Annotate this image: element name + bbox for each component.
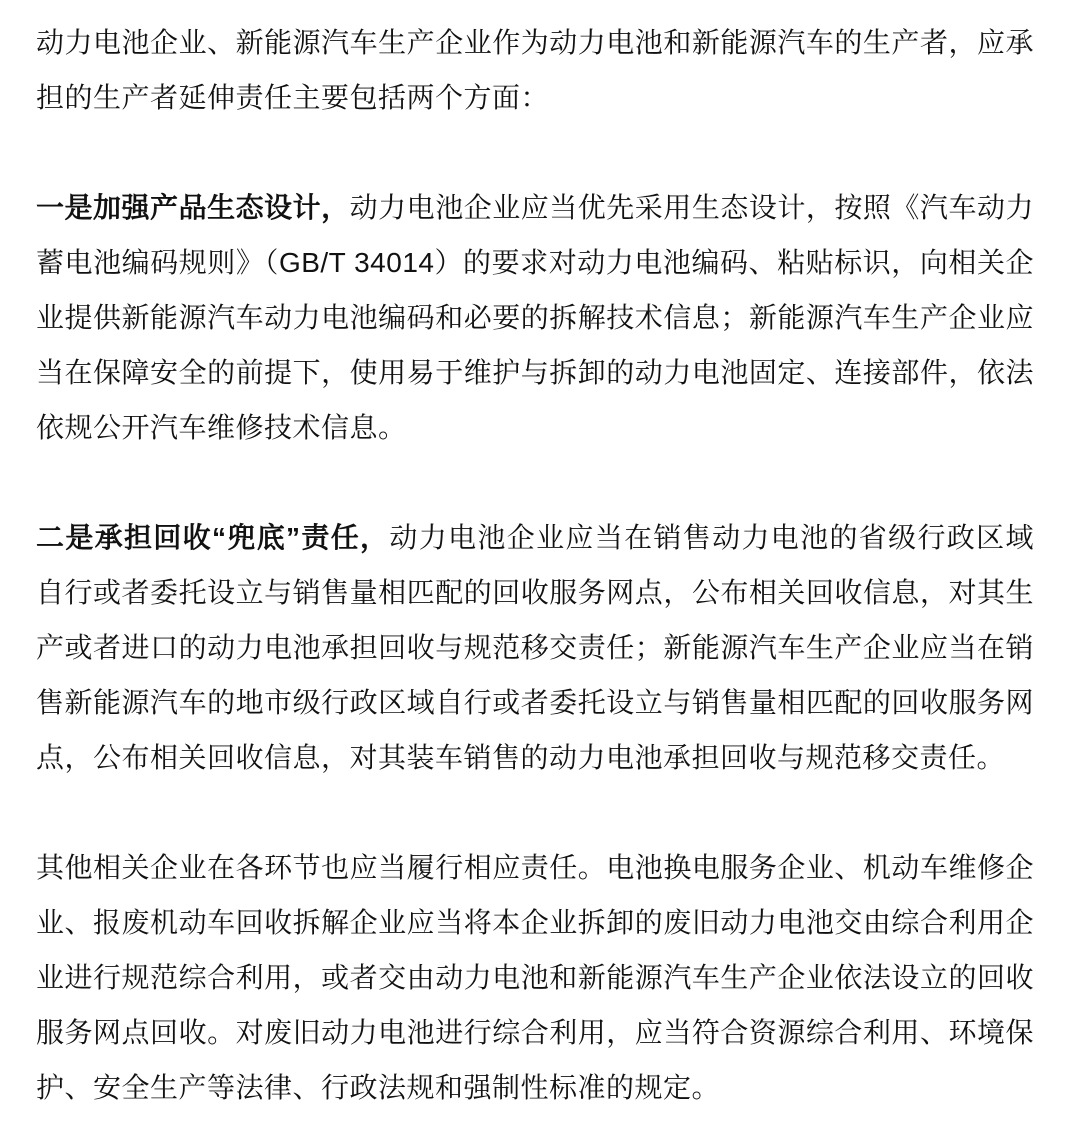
paragraph-text: 其他相关企业在各环节也应当履行相应责任。电池换电服务企业、机动车维修企业、报废机动车回收拆解企业应当将本企业拆卸的废旧动力电池交由综合利用企业进行规范综合利用，或者交由动力电池和新能源汽车生产企业依法设立的回收服务网点回收。对废旧动力电池进行综合利用，应当符合资源综合利用、环境保护、安全生产等法律、行政法规和强制性标准的规定。	[36, 852, 1034, 1103]
paragraph-point-two	[36, 510, 1034, 785]
paragraph-text: 动力电池企业应当优先采用生态设计，按照《汽车动力蓄电池编码规则》（GB/T 34014）的要求对动力电池编码、粘贴标识，向相关企业提供新能源汽车动力电池编码和必要的拆解技术信息；新能源汽车生产企业应当在保障安全的前提下，使用易于维护与拆卸的动力电池固定、连接部件，依法依规公开汽车维修技术信息。	[36, 192, 1034, 443]
paragraph-lead: 二是承担回收“兜底”责任，	[36, 522, 390, 553]
paragraph-intro	[36, 15, 1034, 125]
paragraph-text: 动力电池企业应当在销售动力电池的省级行政区域自行或者委托设立与销售量相匹配的回收服务网点，公布相关回收信息，对其生产或者进口的动力电池承担回收与规范移交责任；新能源汽车生产企业应当在销售新能源汽车的地市级行政区域自行或者委托设立与销售量相匹配的回收服务网点，公布相关回收信息，对其装车销售的动力电池承担回收与规范移交责任。	[36, 522, 1034, 773]
paragraph-other-enterprises	[36, 840, 1034, 1115]
paragraph-lead: 一是加强产品生态设计，	[36, 192, 350, 223]
paragraph-text: 动力电池企业、新能源汽车生产企业作为动力电池和新能源汽车的生产者，应承担的生产者延伸责任主要包括两个方面：	[36, 27, 1034, 113]
paragraph-point-one	[36, 180, 1034, 455]
